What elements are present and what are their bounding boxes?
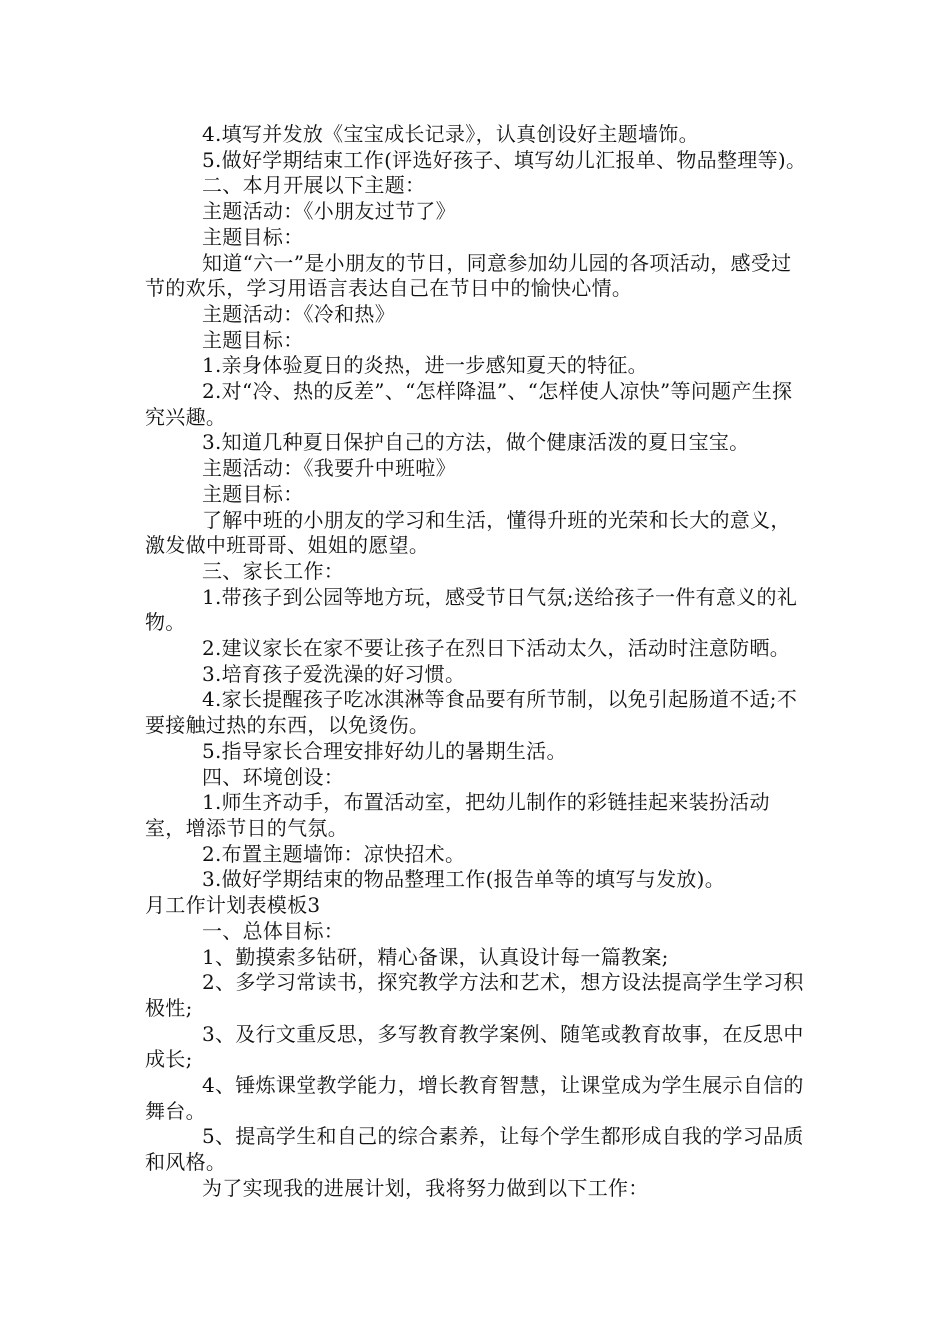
paragraph: 2、多学习常读书，探究教学方法和艺术，想方设法提高学生学习积极性; [145, 970, 804, 1020]
paragraph: 5.指导家长合理安排好幼儿的暑期生活。 [202, 738, 567, 763]
paragraph: 主题活动：《冷和热》 [202, 301, 395, 326]
document-body [145, 122, 808, 1202]
paragraph: 1、勤摸索多钻研，精心备课，认真设计每一篇教案; [202, 944, 669, 969]
paragraph: 1.师生齐动手，布置活动室，把幼儿制作的彩链挂起来装扮活动室，增添节日的气氛。 [145, 790, 770, 840]
paragraph: 3.做好学期结束的物品整理工作(报告单等的填写与发放)。 [202, 867, 726, 892]
paragraph: 主题活动：《小朋友过节了》 [202, 199, 456, 224]
section-heading: 四、环境创设： [202, 764, 345, 789]
paragraph: 主题目标： [202, 481, 304, 506]
paragraph: 4、锤炼课堂教学能力，增长教育智慧，让课堂成为学生展示自信的舞台。 [145, 1073, 804, 1123]
paragraph: 3、及行文重反思，多写教育教学案例、随笔或教育故事，在反思中成长; [145, 1021, 804, 1072]
paragraph: 1.亲身体验夏日的炎热，进一步感知夏天的特征。 [202, 353, 648, 378]
paragraph: 1.带孩子到公园等地方玩，感受节日气氛;送给孩子一件有意义的礼物。 [145, 584, 798, 635]
section-heading: 三、家长工作： [202, 558, 345, 583]
paragraph: 2.布置主题墙饰：凉快招术。 [202, 841, 466, 866]
paragraph: 3.培育孩子爱洗澡的好习惯。 [202, 661, 466, 686]
paragraph: 了解中班的小朋友的学习和生活，懂得升班的光荣和长大的意义，激发做中班哥哥、姐姐的愿望。 [145, 507, 791, 558]
paragraph: 主题目标： [202, 224, 304, 249]
paragraph: 2.对“冷、热的反差”、“怎样降温”、“怎样使人凉快”等问题产生探究兴趣。 [145, 379, 793, 429]
paragraph: 4.填写并发放《宝宝成长记录》，认真创设好主题墙饰。 [202, 122, 699, 146]
paragraph: 2.建议家长在家不要让孩子在烈日下活动太久，活动时注意防晒。 [202, 636, 791, 661]
section-heading: 二、本月开展以下主题： [202, 173, 426, 198]
document-title: 月工作计划表模板3 [145, 893, 321, 918]
paragraph: 5、提高学生和自己的综合素养，让每个学生都形成自我的学习品质和风格。 [145, 1124, 804, 1175]
paragraph: 4.家长提醒孩子吃冰淇淋等食品要有所节制，以免引起肠道不适;不要接触过热的东西，以免烫伤。 [145, 687, 798, 738]
paragraph: 为了实现我的进展计划，我将努力做到以下工作： [202, 1175, 649, 1200]
paragraph: 主题活动：《我要升中班啦》 [202, 456, 456, 481]
paragraph: 5.做好学期结束工作(评选好孩子、填写幼儿汇报单、物品整理等)。 [202, 147, 807, 172]
section-heading: 一、总体目标： [202, 918, 345, 943]
paragraph: 3.知道几种夏日保护自己的方法，做个健康活泼的夏日宝宝。 [202, 430, 750, 455]
paragraph: 主题目标： [202, 327, 304, 352]
paragraph: 知道“六一”是小朋友的节日，同意参加幼儿园的各项活动，感受过节的欢乐，学习用语言表达自己在节日中的愉快心情。 [145, 250, 792, 301]
